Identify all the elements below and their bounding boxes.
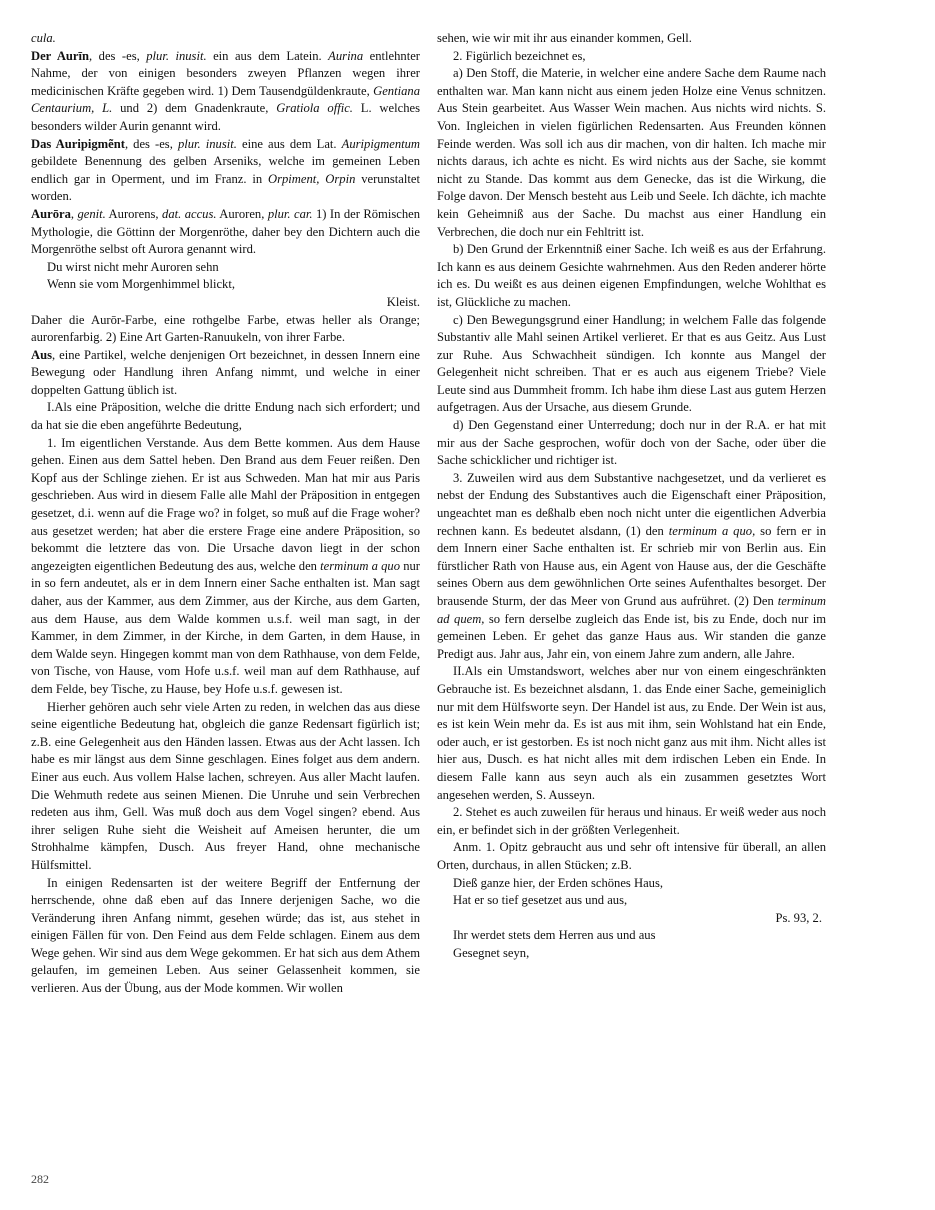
paragraph: 2. Figürlich bezeichnet es, — [453, 48, 586, 63]
quote-attribution: Kleist. — [386, 294, 420, 309]
quote-verse: Hat er so tief gesetzet aus und aus, — [453, 893, 628, 908]
paragraph: Hierher gehören auch sehr viele Arten zu reden, in welchen das aus diese seine eigentliche Bedeutung hat, obgleich die ganze Redensart figürlich ist; z.B. eine Gelegenheit aus den Händen lassen. Etwas aus der Acht lassen. Ich habe es mir längst aus dem Sinne geschlagen. Eines folget aus dem andern. Einer aus euch. Aus vollem Halse lachen, schreyen. Aus aller Macht laufen. Die Wehmuth redete aus seinen Mienen. Die Unruhe und sein Verbrechen redeten aus ihm, Gell. Was muß doch aus dem Vogel singen? ebend. Aus ihrer seligen Ruhe sieht die Weisheit auf Ameisen herunter, die um Strohhalme kämpfen, Dusch. Aus freyer Hand, ohne mechanische Hülfsmittel. — [31, 699, 420, 872]
paragraph: d) Den Gegenstand einer Unterredung; doch nur in der R.A. er hat mit mir aus der Sache gesprochen, wofür doch von der Sache, oder über die Sache schicklicher und richtiger ist. — [437, 418, 826, 468]
paragraph: I.Als eine Präposition, welche die dritte Endung nach sich erfordert; und da hat sie die eben angeführte Bedeutung, — [31, 400, 420, 433]
paragraph: a) Den Stoff, die Materie, in welcher eine andere Sache dem Raume nach enthalten war. Man kann nicht aus einem jeden Holze eine Venus schnitzen. Aus Stein gearbeitet. Aus Wasser Wein machen. Aus nichts wird nichts. S. Von. Ingleichen in vielen figürlichen Redensarten. Aus Freunden können Feinde werden. Was soll ich aus dir machen, von dir halten. Ich mache mir nichts daraus, ich achte es nicht. Es wird nichts aus der Sache, sie kommt nicht zu Stande. Das kommt aus dem Genecke, das ist die Wirkung, die Folge davon. Der Mensch besteht aus Leib und Seele. Ich dächte, ich machte kein Geheimniß aus der Sache. Du machst aus einer Handlung ein Verbrechen, die doch nur ein Fehltritt ist. — [437, 66, 826, 239]
quote-attribution: Ps. 93, 2. — [775, 910, 822, 925]
paragraph: Daher die Aurōr-Farbe, eine rothgelbe Farbe, etwas heller als Orange; aurorenfarbig. 2) Eine Art Garten-Ranuukeln, von ihrer Farbe. — [31, 312, 420, 345]
entry-aurin: Der Aurīn, des -es, plur. inusit. ein aus dem Latein. Aurina entlehnter Nahme, der von einigen besonders zweyen Pflanzen wegen ihrer medicinischen Kräfte gegeben wird. 1) Dem Tausendgüldenkraute, Gentiana Centaurium, L. und 2) dem Gnadenkraute, Gratiola offic. L. welches besonders wilder Aurin genannt wird. — [31, 48, 420, 133]
page-number: 282 — [31, 1172, 49, 1186]
quote-verse: Dieß ganze hier, der Erden schönes Haus, — [453, 875, 664, 890]
quote-verse: Du wirst nicht mehr Auroren sehn — [47, 259, 219, 274]
quote-verse: Wenn sie vom Morgenhimmel blickt, — [47, 277, 235, 292]
headword-aurora: Aurōra — [31, 206, 71, 221]
left-column — [31, 30, 420, 998]
entry-aus: Aus, eine Partikel, welche denjenigen Ort bezeichnet, in dessen Innern eine Bewegung oder Handlung ihren Anfang nimmt, und welche in einer doppelten Gattung üblich ist. — [31, 347, 420, 397]
headword-aurin: Der Aurīn — [31, 48, 90, 63]
continuation-fragment — [31, 30, 420, 48]
paragraph: 3. Zuweilen wird aus dem Substantive nachgesetzet, und da verlieret es nebst der Endung des Substantives auch die Eigenschaft einer Präposition, ungeachtet man es deßhalb eben noch nicht unter die eigentlichen Adverbia rechnen kann. Es bedeutet alsdann, (1) den terminum a quo, so fern er in dem Innern einer Sache enthalten ist. Er schrieb mir von Berlin aus. Ein fürstlicher Rath von Hause aus, ein Agent von Hause aus, der die Geschäfte seines Obern aus dem gewöhnlichen Orte seines Aufenthaltes besorget. Der brausende Sturm, der das Meer von Grund aus aufrühret. (2) Den terminum ad quem, so fern derselbe zugleich das Ende ist, bis zu Ende, doch nur im gemeinen Leben. Er gehet das ganze Haus aus. Wir standen die ganze Predigt aus. Jahr aus, Jahr ein, von einem Jahre zum andern, alle Jahre. — [437, 470, 827, 661]
quote-verse: Ihr werdet stets dem Herren aus und aus — [453, 928, 656, 943]
entry-auripigment: Das Auripigmẽnt, des -es, plur. inusit. eine aus dem Lat. Auripigmentum gebildete Benennung des gelben Arseniks, welche im gemeinen Leben endlich gar in Operment, und im Franz. in Orpiment, Orpin verunstaltet worden. — [31, 136, 421, 204]
fragment-text: cula. — [31, 31, 56, 45]
paragraph: II.Als ein Umstandswort, welches aber nur von einem eingeschränkten Gebrauche ist. Es bezeichnet alsdann, 1. das Ende einer Sache, gemeiniglich nur mit dem Hülfsworte seyn. Der Handel ist aus, zu Ende. Der Wein ist aus, es ist kein Wein mehr da. Es ist aus mit ihm, sein Wohlstand hat ein Ende, oder auch, er ist gestorben. Es ist noch nicht ganz aus mit ihm. Nicht alles ist hier aus, Dusch. es hat nicht alles mit dem irdischen Leben ein Ende. In diesem Falle kann aus seyn auch als ein zusammen gesetztes Wort angesehen werden, S. Ausseyn. — [437, 664, 826, 802]
headword-auripigment: Das Auripigmẽnt — [31, 136, 125, 151]
paragraph: 1. Im eigentlichen Verstande. Aus dem Bette kommen. Aus dem Hause gehen. Einen aus dem Sattel heben. Den Brand aus dem Feuer reißen. Den Kopf aus der Schlinge ziehen. Er ist aus Schweden. Man hat mir aus Paris geschrieben. Aus wird in diesem Falle alle Mahl der Präposition in entgegen gesetzet, d.i. wenn auf die Frage wo? in folget, so muß auf die Frage woher? aus gesetzet werden; hat aber die erstere Frage eine andere Präposition, so bekommt die letztere das von. Die Ursache davon liegt in der schon angezeigten eigentlichen Bedeutung des aus, welche den terminum a quo nur in so fern andeutet, als er in dem Innern einer Sache enthalten ist. Man sagt daher, aus der Kammer, aus dem Zimmer, aus der Kirche, aus dem Garten, aus dem Hause, aus dem Walde kommen u.s.f. weil man sagt, in der Kammer, in dem Zimmer, in der Kirche, in dem Garten, in dem Hause, in dem Walde seyn. Hingegen kommt man von dem Rathhause, von dem Felde, von Tische, von Hause, vom Hofe u.s.f. weil man auf dem Rathhause, auf dem Felde, bey Tische, zu Hause, bey Hofe u.s.f. gewesen ist. — [31, 435, 420, 696]
paragraph: c) Den Bewegungsgrund einer Handlung; in welchem Falle das folgende Substantiv alle Mahl seinen Artikel verlieret. Er that es aus Geitz. Aus Lust zur Ruhe. Aus Schwachheit sündigen. Ich konnte aus Mangel der Gelegenheit nicht schreiben. That er es auch aus eigenem Triebe? Viele Leute sind aus Dummheit fromm. Ich habe ihm diese Last aus gutem Herzen aufgetragen. Aus der Ursache, aus diesem Grunde. — [437, 312, 826, 415]
entry-aurora: Aurōra, genit. Aurorens, dat. accus. Auroren, plur. car. 1) In der Römischen Mythologie, die Göttinn der Morgenröthe, daher bey den Dichtern auch die Morgenröthe selbst oft Aurora genannt wird. — [31, 206, 421, 257]
headword-aus: Aus — [31, 347, 52, 362]
right-column — [437, 30, 826, 962]
paragraph: sehen, wie wir mit ihr aus einander kommen, Gell. — [437, 31, 692, 45]
paragraph: Anm. 1. Opitz gebraucht aus und sehr oft intensive für überall, an allen Orten, durchaus, in allen Stücken; z.B. — [437, 840, 826, 872]
paragraph: 2. Stehet es auch zuweilen für heraus und hinaus. Er weiß weder aus noch ein, er befindet sich in der größten Verlegenheit. — [437, 805, 826, 837]
paragraph: In einigen Redensarten ist der weitere Begriff der Entfernung der herrschende, ohne daß eben auf das Innere derjenigen Sache, wo die Veränderung ihren Anfang nimmt, gesehen würde; das ist, aus stehet in einigen Fällen für von. Den Feind aus dem Felde schlagen. Einem aus dem Wege gehen. Wir sind aus dem Wege gekommen. Er hat sich aus dem Athem gelaufen, im gemeinen Leben. Aus seiner Gelassenheit kommen, sie verlieren. Aus der Übung, aus der Mode kommen. Wir wollen — [31, 875, 420, 996]
quote-verse: Gesegnet seyn, — [453, 945, 530, 960]
paragraph: b) Den Grund der Erkenntniß einer Sache. Ich weiß es aus der Erfahrung. Ich kann es aus deinem Gesichte wahrnehmen. Aus den Reden anderer hörte ich es. Du weißt es aus deinen eigenen Empfindungen, welche Wohlthat es ist, Glückliche zu machen. — [437, 242, 826, 309]
